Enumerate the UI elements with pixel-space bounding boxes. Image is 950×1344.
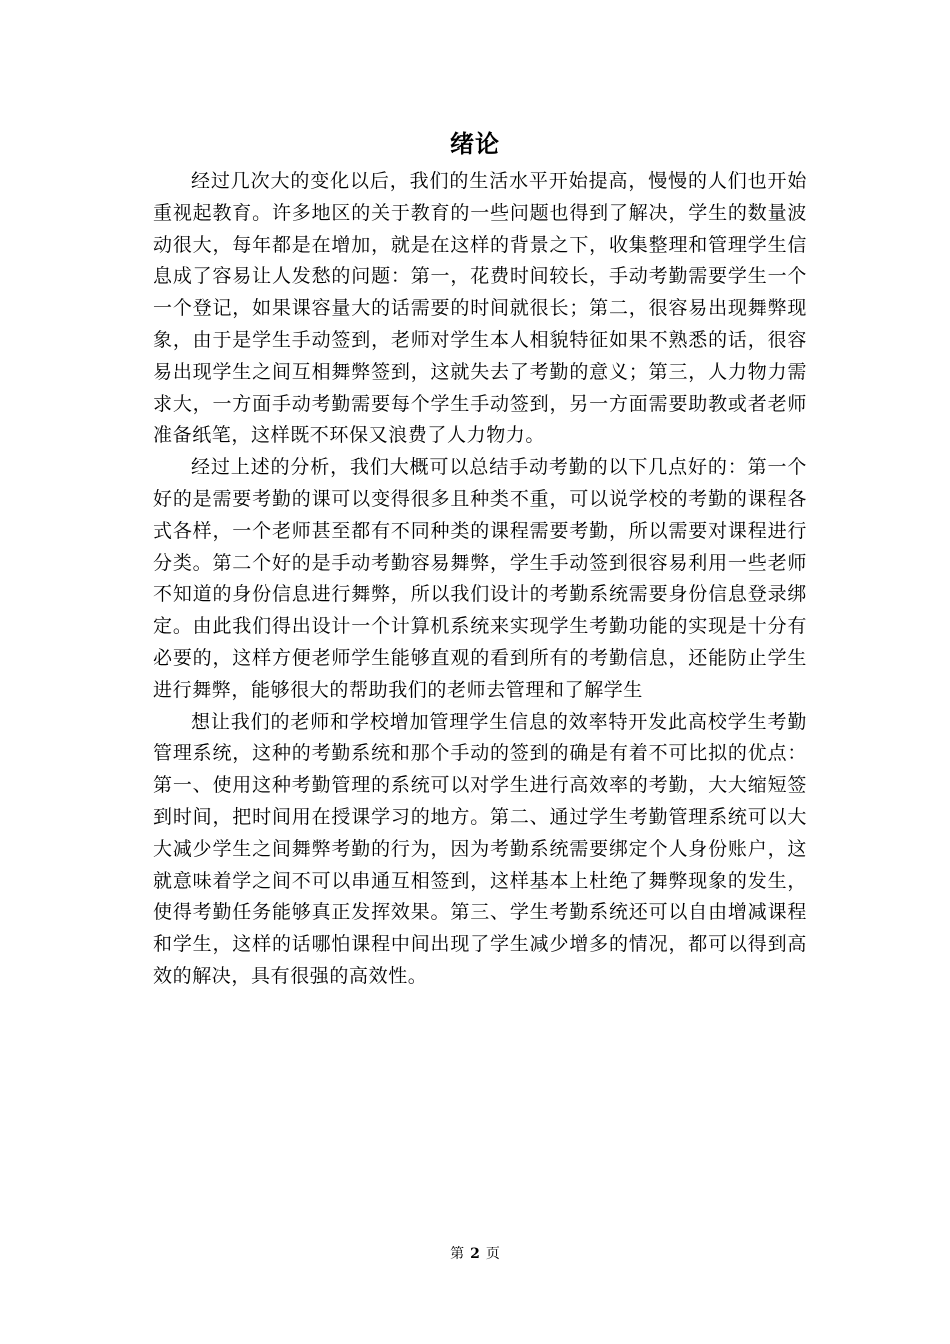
body-text <box>153 166 807 993</box>
page-title: 绪论 <box>450 130 500 158</box>
page-number-suffix: 页 <box>485 1246 500 1262</box>
page-number: 2 <box>470 1246 480 1262</box>
page-footer <box>0 1244 950 1264</box>
page-number-prefix: 第 <box>450 1246 465 1262</box>
paragraph-3: 想让我们的老师和学校增加管理学生信息的效率特开发此高校学生考勤管理系统，这种的考勤系统和那个手动的签到的确是有着不可比拟的优点：第一、使用这种考勤管理的系统可以对学生进行高效率的考勤，大大缩短签到时间，把时间用在授课学习的地方。第二、通过学生考勤管理系统可以大大减少学生之间舞弊考勤的行为，因为考勤系统需要绑定个人身份账户，这就意味着学之间不可以串通互相签到，这样基本上杜绝了舞弊现象的发生，使得考勤任务能够真正发挥效果。第三、学生考勤系统还可以自由增减课程和学生，这样的话哪怕课程中间出现了学生减少增多的情况，都可以得到高效的解决，具有很强的高效性。 <box>153 710 807 987</box>
paragraph-2: 经过上述的分析，我们大概可以总结手动考勤的以下几点好的：第一个好的是需要考勤的课可以变得很多且种类不重，可以说学校的考勤的课程各式各样，一个老师甚至都有不同种类的课程需要考勤，所以需要对课程进行分类。第二个好的是手动考勤容易舞弊，学生手动签到很容易利用一些老师不知道的身份信息进行舞弊，所以我们设计的考勤系统需要身份信息登录绑定。由此我们得出设计一个计算机系统来实现学生考勤功能的实现是十分有必要的，这样方便老师学生能够直观的看到所有的考勤信息，还能防止学生进行舞弊，能够很大的帮助我们的老师去管理和了解学生 <box>153 456 807 701</box>
paragraph-1: 经过几次大的变化以后，我们的生活水平开始提高，慢慢的人们也开始重视起教育。许多地区的关于教育的一些问题也得到了解决，学生的数量波动很大，每年都是在增加，就是在这样的背景之下，收集整理和管理学生信息成了容易让人发愁的问题：第一，花费时间较长，手动考勤需要学生一个一个登记，如果课容量大的话需要的时间就很长；第二，很容易出现舞弊现象，由于是学生手动签到，老师对学生本人相貌特征如果不熟悉的话，很容易出现学生之间互相舞弊签到，这就失去了考勤的意义；第三，人力物力需求大，一方面手动考勤需要每个学生手动签到，另一方面需要助教或者老师准备纸笔，这样既不环保又浪费了人力物力。 <box>153 170 807 447</box>
